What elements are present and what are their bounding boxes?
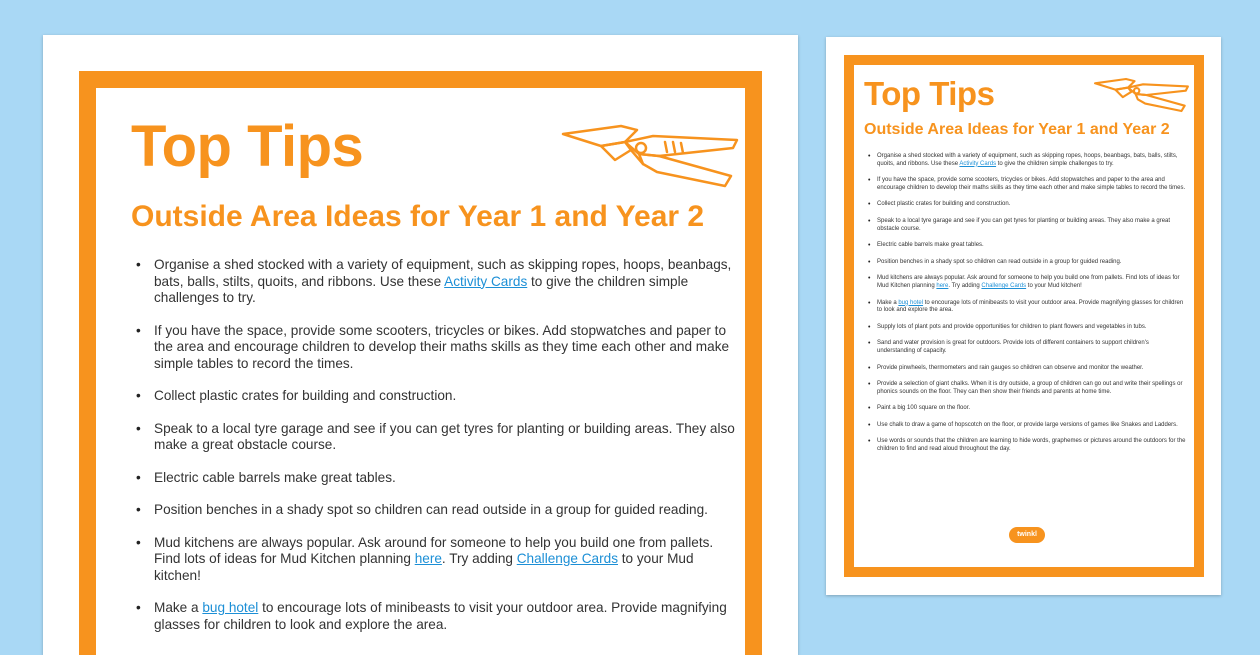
list-item: • Collect plastic crates for building and construction. bbox=[136, 388, 736, 405]
preview-title: Top Tips bbox=[864, 75, 995, 112]
tips-list bbox=[136, 257, 736, 649]
list-item: • Use chalk to draw a game of hopscotch on the floor, or provide large versions of games like Snakes and Ladders. bbox=[868, 422, 1188, 430]
list-item: • Use words or sounds that the children are learning to hide words, graphemes or pictures around the outdoors for the children to find and read aloud throughout the day. bbox=[868, 438, 1188, 453]
list-item: • Electric cable barrels make great tables. bbox=[868, 242, 1188, 250]
orange-border-frame bbox=[844, 55, 1204, 577]
challenge-cards-link[interactable]: Challenge Cards bbox=[516, 551, 618, 566]
list-item: • Make a bug hotel to encourage lots of minibeasts to visit your outdoor area. Provide magnifying glasses for children to look and explore the area. bbox=[868, 300, 1188, 315]
list-item: • Organise a shed stocked with a variety of equipment, such as skipping ropes, hoops, beanbags, bats, balls, stilts, quoits, and ribbons. Use these Activity Cards to give the children simple challenges to try. bbox=[136, 257, 736, 307]
twinkl-logo: twinkl bbox=[1009, 527, 1045, 543]
list-item: • Make a bug hotel to encourage lots of minibeasts to visit your outdoor area. Provide magnifying glasses for children to look and explore the area. bbox=[136, 600, 736, 633]
list-item: • Collect plastic crates for building and construction. bbox=[868, 201, 1188, 209]
document-page-preview bbox=[826, 37, 1221, 595]
list-item: • Mud kitchens are always popular. Ask around for someone to help you build one from pallets. Find lots of ideas for Mud Kitchen planning here. Try adding Challenge Cards to your Mud kitchen! bbox=[136, 535, 736, 585]
list-item: • Electric cable barrels make great tables. bbox=[136, 470, 736, 487]
list-item: • Speak to a local tyre garage and see if you can get tyres for planting or building areas. They also make a great obstacle course. bbox=[868, 218, 1188, 233]
page-subtitle: Outside Area Ideas for Year 1 and Year 2 bbox=[131, 200, 705, 233]
list-item: • Mud kitchens are always popular. Ask around for someone to help you build one from pallets. Find lots of ideas for Mud Kitchen planning here. Try adding Challenge Cards to your Mud kitchen! bbox=[868, 275, 1188, 290]
list-item: • Speak to a local tyre garage and see if you can get tyres for planting or building areas. They also make a great obstacle course. bbox=[136, 421, 736, 454]
list-item: • If you have the space, provide some scooters, tricycles or bikes. Add stopwatches and paper to the area and encourage children to develop their maths skills as they time each other and make simple tables to record the times. bbox=[136, 323, 736, 373]
garden-shears-icon bbox=[1094, 73, 1190, 117]
list-item: • Organise a shed stocked with a variety of equipment, such as skipping ropes, hoops, beanbags, bats, balls, stilts, quoits, and ribbons. Use these Activity Cards to give the children simple challenges to try. bbox=[868, 153, 1188, 168]
list-item: • Provide pinwheels, thermometers and rain gauges so children can observe and monitor the weather. bbox=[868, 365, 1188, 373]
list-item: • Paint a big 100 square on the floor. bbox=[868, 405, 1188, 413]
list-item: • Supply lots of plant pots and provide opportunities for children to plant flowers and vegetables in tubs. bbox=[868, 324, 1188, 332]
bug-hotel-link[interactable]: bug hotel bbox=[202, 600, 259, 615]
orange-border-frame bbox=[79, 71, 762, 655]
activity-cards-link[interactable]: Activity Cards bbox=[444, 273, 528, 289]
garden-shears-icon bbox=[561, 116, 741, 196]
list-item: • Sand and water provision is great for outdoors. Provide lots of different containers to support children's understanding of capacity. bbox=[868, 340, 1188, 355]
list-item: • If you have the space, provide some scooters, tricycles or bikes. Add stopwatches and paper to the area and encourage children to develop their maths skills as they time each other and make simple tables to record the times. bbox=[868, 177, 1188, 192]
list-item: • Provide a selection of giant chalks. When it is dry outside, a group of children can go out and write their spellings or phonics sounds on the floor. They can then show their friends and parents at home time. bbox=[868, 381, 1188, 396]
page-title: Top Tips bbox=[131, 114, 364, 179]
bug-hotel-link[interactable]: bug hotel bbox=[898, 299, 924, 306]
preview-tips-list bbox=[868, 153, 1188, 463]
list-item: • Position benches in a shady spot so children can read outside in a group for guided reading. bbox=[136, 502, 736, 519]
list-item: • Position benches in a shady spot so children can read outside in a group for guided reading. bbox=[868, 259, 1188, 267]
preview-subtitle: Outside Area Ideas for Year 1 and Year 2 bbox=[864, 121, 1170, 138]
activity-cards-link[interactable]: Activity Cards bbox=[959, 160, 997, 167]
mud-kitchen-here-link[interactable]: here bbox=[414, 551, 442, 566]
mud-kitchen-here-link[interactable]: here bbox=[936, 282, 949, 289]
document-page-large bbox=[43, 35, 798, 655]
challenge-cards-link[interactable]: Challenge Cards bbox=[981, 282, 1027, 289]
